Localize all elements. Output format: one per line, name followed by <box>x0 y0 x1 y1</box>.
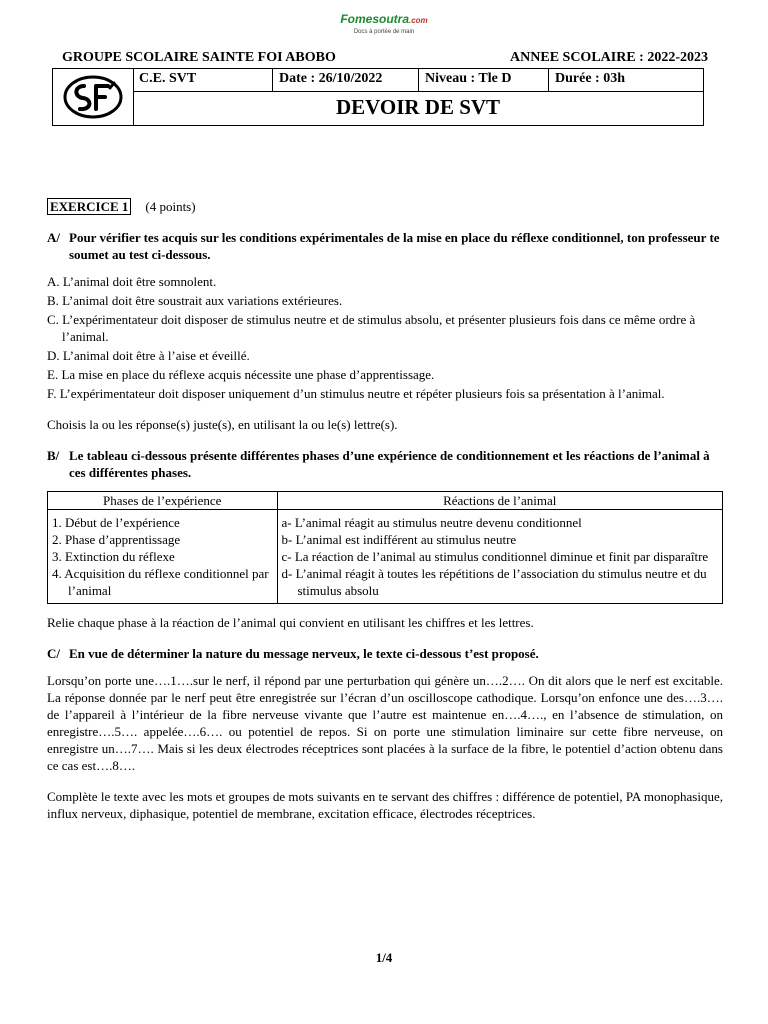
option-item: F. L’expérimentateur doit disposer uniquement d’un stimulus neutre et répéter plusieurs fois sa présentation à l’animal. <box>47 386 665 401</box>
page-number: 1/4 <box>375 950 393 965</box>
header-level: Niveau : Tle D <box>419 69 549 91</box>
part-a-prompt: A/ Pour vérifier tes acquis sur les conditions expérimentales de la mise en place du réflexe conditionnel, ton professeur te soumet au test ci-dessous. <box>47 230 720 262</box>
school-year: ANNEE SCOLAIRE : 2022-2023 <box>510 50 708 65</box>
header-subject: C.E. SVT <box>133 69 273 91</box>
part-a-instruction: Choisis la ou les réponse(s) juste(s), en utilisant la ou le(s) lettre(s). <box>47 417 398 432</box>
header-duration: Durée : 03h <box>555 71 625 86</box>
phase-item: 4. Acquisition du réflexe conditionnel par l’animal <box>52 566 269 598</box>
watermark-brand: Fomesoutra.com <box>340 12 428 26</box>
phases-cell <box>48 510 278 604</box>
reactions-cell <box>277 510 723 604</box>
part-c-instruction: Complète le texte avec les mots et groupes de mots suivants en te servant des chiffres : différence de potentiel, PA monophasique, influx nerveux, diphasique, potentiel de membrane, excitation efficace, électrodes réceptrices. <box>47 789 723 821</box>
site-watermark <box>0 10 768 35</box>
table-header-reactions: Réactions de l’animal <box>277 492 723 510</box>
option-item: D. L’animal doit être à l’aise et éveillé. <box>47 348 250 363</box>
watermark-tagline: Docs à portée de main <box>353 29 415 35</box>
reaction-item: d- L’animal réagit à toutes les répétitions de l’association du stimulus neutre et du stimulus absolu <box>281 566 707 598</box>
school-name: GROUPE SCOLAIRE SAINTE FOI ABOBO <box>62 50 336 65</box>
part-b-instruction: Relie chaque phase à la réaction de l’animal qui convient en utilisant les chiffres et les lettres. <box>47 615 534 630</box>
phase-item: 3. Extinction du réflexe <box>52 549 175 564</box>
exercise-title: EXERCICE 1 <box>47 198 131 215</box>
option-item: C. L’expérimentateur doit disposer de stimulus neutre et de stimulus absolu, et présenter plusieurs fois dans ce même ordre à l’animal. <box>47 312 696 344</box>
header-date: Date : 26/10/2022 <box>273 69 419 91</box>
exam-header-box <box>52 68 704 126</box>
header-info-row <box>133 69 703 92</box>
part-c-text: Lorsqu’on porte une….1….sur le nerf, il répond par une perturbation qui génère un….2…. On dit alors que le nerf est excitable. La réponse donnée par le nerf peut être enregistrée sur l’écran d’un oscilloscope cathodique. Lorsqu’on enfonce une des….3…. de l’appareil à l’intérieur de la fibre nerveuse vivante que l’autre est maintenue en….4…., en l’absence de stimulation, on enregistre….5…. appelée….6…. ou potentiel de repos. Si on porte une stimulation liminaire sur cette fibre nerveuse, on enregistre un….7…. Mais si les deux électrodes réceptrices sont placées à la surface de la fibre, le potentiel d’action obtenu dans ce cas est….8…. <box>47 673 723 773</box>
phase-item: 1. Début de l’expérience <box>52 515 180 530</box>
school-seal-icon <box>62 74 124 120</box>
exercise-points: (4 points) <box>145 199 196 214</box>
reaction-item: c- La réaction de l’animal au stimulus conditionnel diminue et finit par disparaître <box>281 549 709 564</box>
option-item: A. L’animal doit être somnolent. <box>47 274 217 289</box>
exam-content <box>47 198 723 832</box>
reaction-item: b- L’animal est indifférent au stimulus neutre <box>281 532 517 547</box>
part-b-prompt: B/ Le tableau ci-dessous présente différentes phases d’une expérience de conditionnement et les réactions de l’animal à ces différentes phases. <box>47 448 710 480</box>
reaction-item: a- L’animal réagit au stimulus neutre devenu conditionnel <box>281 515 582 530</box>
table-header-phases: Phases de l’expérience <box>48 492 278 510</box>
phase-item: 2. Phase d’apprentissage <box>52 532 181 547</box>
exam-title: DEVOIR DE SVT <box>335 95 501 119</box>
exercise-heading <box>47 198 723 215</box>
part-a-options <box>47 273 723 402</box>
part-c-prompt: C/ En vue de déterminer la nature du message nerveux, le texte ci-dessous t’est proposé. <box>47 646 539 661</box>
option-item: B. L’animal doit être soustrait aux variations extérieures. <box>47 293 343 308</box>
phases-table <box>47 491 723 604</box>
option-item: E. La mise en place du réflexe acquis nécessite une phase d’apprentissage. <box>47 367 435 382</box>
school-logo <box>53 69 134 125</box>
